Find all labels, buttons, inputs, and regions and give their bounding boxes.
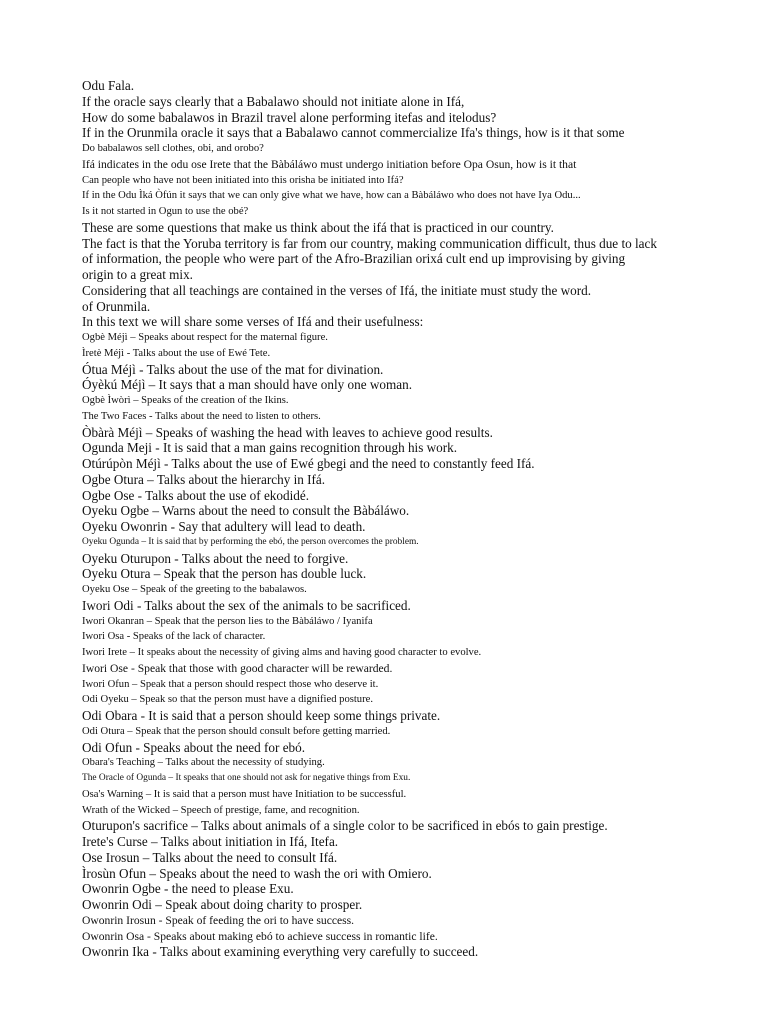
text-line: Ogbè Ìwòrì – Speaks of the creation of the Ikins.	[82, 395, 289, 406]
text-line: These are some questions that make us think about the ifá that is practiced in our country.	[82, 219, 554, 235]
text-line: Owonrin Irosun - Speak of feeding the ori to have success.	[82, 913, 355, 927]
text-line: Odi Ofun - Speaks about the need for ebó.	[82, 739, 306, 755]
text-line: Odi Obara - It is said that a person should keep some things private.	[82, 708, 441, 723]
text-line: Iwori Ofun – Speak that a person should respect those who deserve it.	[82, 678, 379, 690]
text-line: Iwori Odi - Talks about the sex of the animals to be sacrificed.	[82, 597, 411, 613]
text-line: Owonrin Osa - Speaks about making ebó to achieve success in romantic life.	[82, 929, 438, 943]
text-line: of information, the people who were part of the Afro-Brazilian orixá cult end up improvising by giving	[82, 251, 626, 267]
text-line: Ìrosùn Ofun – Speaks about the need to wash the ori with Omiero.	[82, 865, 432, 881]
text-line: Oyeku Ose – Speak of the greeting to the babalawos.	[82, 584, 307, 595]
text-line: Is it not started in Ogun to use the obé?	[82, 206, 249, 217]
text-line: Oyeku Ogbe – Warns about the need to consult the Bàbáláwo.	[82, 503, 410, 519]
text-line: Osa's Warning – It is said that a person must have Initiation to be successful.	[82, 788, 407, 800]
text-line: Oturupon's sacrifice – Talks about animals of a single color to be sacrificed in ebós to gain prestige.	[82, 818, 608, 834]
document-page	[82, 78, 722, 960]
text-line: Ose Irosun – Talks about the need to consult Ifá.	[82, 849, 338, 865]
text-line: If in the Odu Ìká Òfún it says that we can only give what we have, how can a Bàbáláwo who does not have Iya Odu...	[82, 190, 581, 202]
text-line: Ótua Méjì - Talks about the use of the mat for divination.	[82, 361, 384, 377]
text-line: Wrath of the Wicked – Speech of prestige, fame, and recognition.	[82, 804, 360, 816]
text-line: Obara's Teaching – Talks about the necessity of studying.	[82, 757, 325, 769]
text-line: Ifá indicates in the odu ose Irete that the Bàbáláwo must undergo initiation before Opa Osun, how is it that	[82, 157, 577, 171]
text-line: Ogbe Ose - Talks about the use of ekodidé.	[82, 487, 309, 503]
text-line: Ogbe Otura – Talks about the hierarchy in Ifá.	[82, 471, 326, 487]
text-line: Iwori Ose - Speak that those with good character will be rewarded.	[82, 661, 393, 675]
text-line: origin to a great mix.	[82, 267, 193, 282]
text-line: Òbàrà Méjì – Speaks of washing the head with leaves to achieve good results.	[82, 424, 493, 440]
text-line: Otúrúpòn Méjì - Talks about the use of Ewé gbegi and the need to constantly feed Ifá.	[82, 456, 535, 471]
text-line: Iwori Okanran – Speak that the person lies to the Bàbáláwo / Iyanifa	[82, 615, 373, 627]
text-line: Iwori Osa - Speaks of the lack of character.	[82, 631, 266, 643]
text-line: Irete's Curse – Talks about initiation in Ifá, Itefa.	[82, 834, 339, 849]
text-line: Iwori Irete – It speaks about the necessity of giving alms and having good character to evolve.	[82, 647, 482, 658]
text-line: of Orunmila.	[82, 298, 151, 314]
text-line: Ìretè Méjì - Talks about the use of Ewé Tete.	[82, 347, 271, 359]
text-line: Owonrin Ogbe - the need to please Exu.	[82, 881, 294, 897]
text-line: How do some babalawos in Brazil travel alone performing itefas and itelodus?	[82, 109, 497, 125]
text-line: Oyeku Ogunda – It is said that by performing the ebó, the person overcomes the problem.	[82, 536, 419, 547]
text-line: Óyèkú Méjì – It says that a man should have only one woman.	[82, 377, 412, 393]
text-line: Ogbè Méjì – Speaks about respect for the maternal figure.	[82, 332, 328, 343]
text-line: Oyeku Otura – Speak that the person has double luck.	[82, 566, 367, 582]
document-title: Odu Fala.	[82, 78, 135, 93]
text-line: If in the Orunmila oracle it says that a Babalawo cannot commercialize Ifa's things, how is it that some	[82, 125, 625, 141]
text-line: Can people who have not been initiated into this orisha be initiated into Ifá?	[82, 174, 404, 186]
text-line: Odi Otura – Speak that the person should consult before getting married.	[82, 725, 391, 737]
text-line: If the oracle says clearly that a Babalawo should not initiate alone in Ifá,	[82, 93, 465, 109]
text-line: Ogunda Meji - It is said that a man gains recognition through his work.	[82, 440, 458, 456]
text-line: The fact is that the Yoruba territory is far from our country, making communication difficult, thus due to lack	[82, 235, 657, 251]
text-line: Do babalawos sell clothes, obi, and orobo?	[82, 143, 264, 154]
text-line: In this text we will share some verses of Ifá and their usefulness:	[82, 314, 424, 330]
text-line: The Oracle of Ogunda – It speaks that one should not ask for negative things from Exu.	[82, 773, 411, 783]
text-line: Oyeku Oturupon - Talks about the need to forgive.	[82, 550, 349, 566]
text-line: Odi Oyeku – Speak so that the person must have a dignified posture.	[82, 694, 373, 706]
text-line: Owonrin Ika - Talks about examining everything very carefully to succeed.	[82, 944, 479, 960]
text-line: The Two Faces - Talks about the need to listen to others.	[82, 410, 321, 422]
text-line: Oyeku Owonrin - Say that adultery will lead to death.	[82, 519, 366, 534]
text-line: Owonrin Odi – Speak about doing charity to prosper.	[82, 897, 363, 912]
text-line: Considering that all teachings are contained in the verses of Ifá, the initiate must study the word.	[82, 282, 592, 298]
